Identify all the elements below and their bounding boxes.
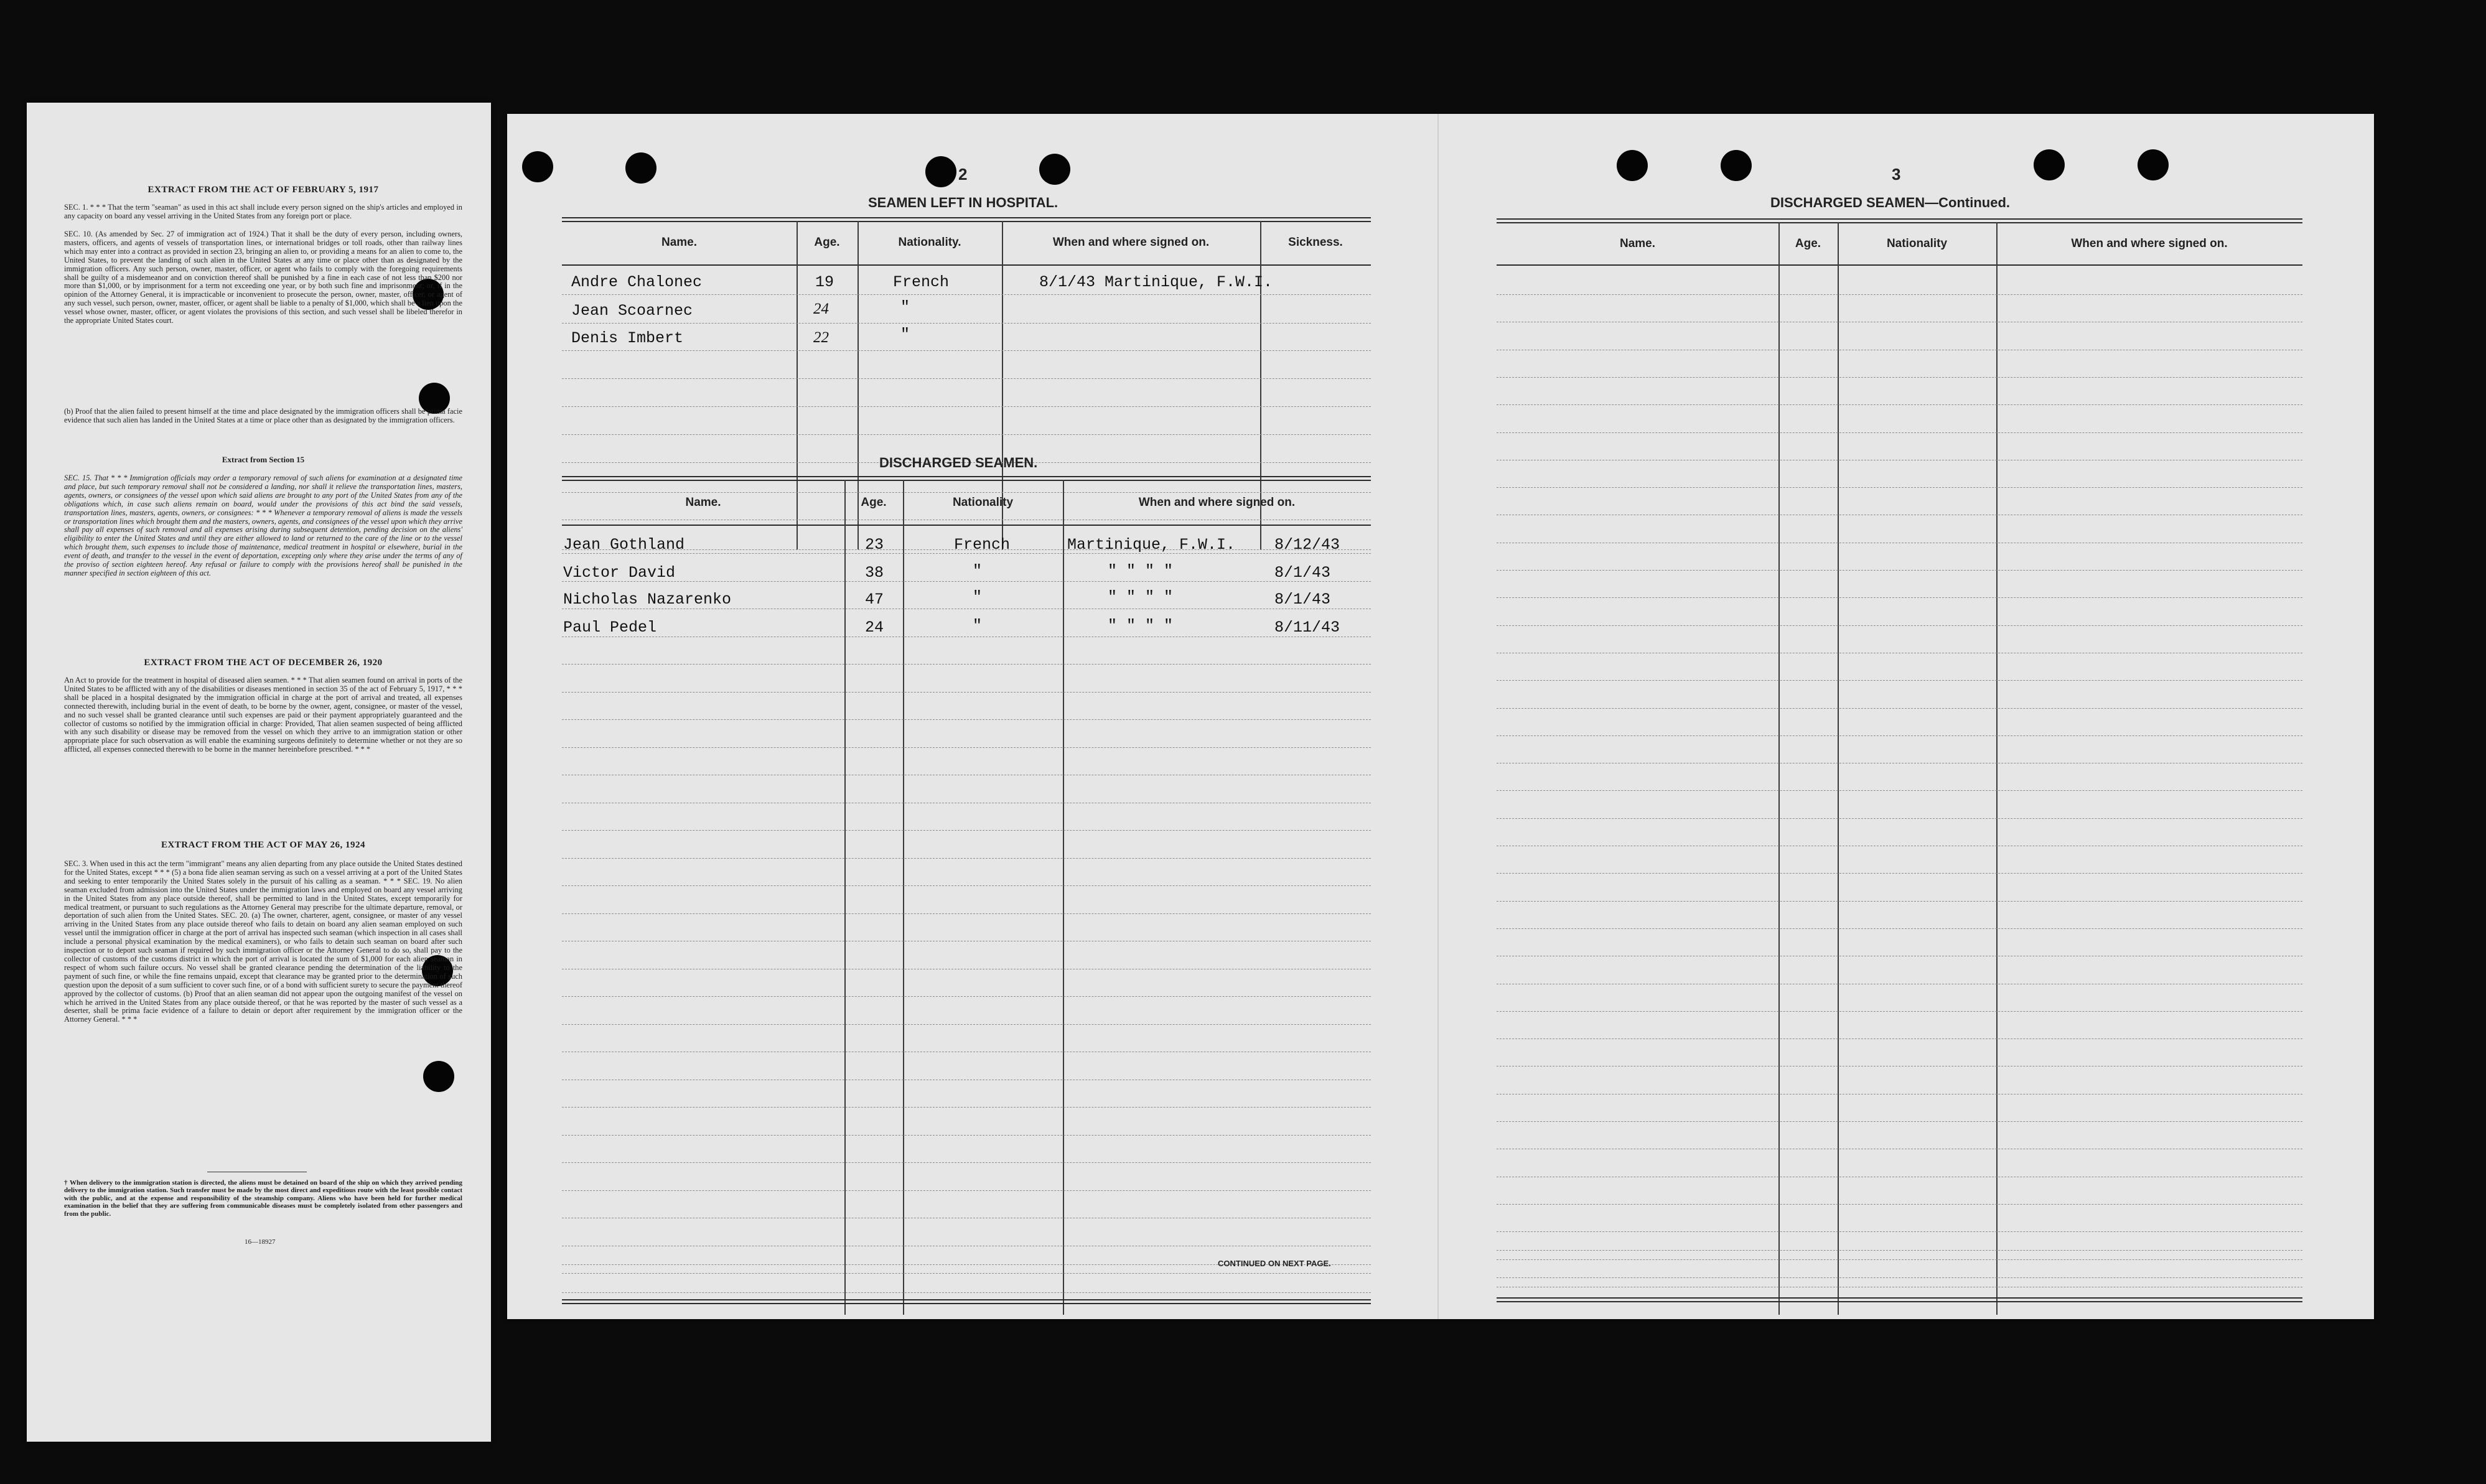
table-row-cell: 38 xyxy=(865,564,884,582)
table-row-cell: 8/1/43 xyxy=(1274,590,1331,609)
discharged-header-age: Age. xyxy=(861,496,887,509)
ruled-line xyxy=(1497,377,2302,378)
ruled-line xyxy=(562,1292,1371,1293)
punch-hole xyxy=(925,156,956,187)
ruled-line xyxy=(1497,708,2302,709)
table-row-cell: " " " " xyxy=(1108,562,1174,580)
table-row-cell: " xyxy=(973,617,983,635)
manifest-sheet xyxy=(507,114,2374,1319)
ruled-line xyxy=(562,553,1371,554)
ruled-line xyxy=(562,581,1371,582)
table-row-cell: 24 xyxy=(813,301,829,317)
table-row-cell: Martinique, F.W.I. xyxy=(1067,536,1236,554)
ruled-line xyxy=(562,1024,1371,1025)
ruled-line xyxy=(1497,1011,2302,1012)
table-row-cell: " " " " xyxy=(1108,588,1174,606)
ruled-line xyxy=(562,996,1371,997)
discharged-header-name: Name. xyxy=(685,496,721,509)
table-row-cell: " " " " xyxy=(1108,617,1174,635)
table-row-cell: Jean Scoarnec xyxy=(571,302,693,320)
ruled-line xyxy=(1497,570,2302,571)
ruled-line xyxy=(562,1273,1371,1274)
table-row-cell: 19 xyxy=(815,273,834,291)
regulations-sheet xyxy=(27,103,491,1442)
table-row-cell: " xyxy=(973,562,983,580)
ruled-line xyxy=(1497,901,2302,902)
table-row-cell: Nicholas Nazarenko xyxy=(563,590,732,609)
discharged-header-signed-on: When and where signed on. xyxy=(1138,496,1296,509)
sec15-heading: Extract from Section 15 xyxy=(222,455,305,464)
ruled-line xyxy=(1497,1121,2302,1122)
table-row-cell: 8/1/43 Martinique, F.W.I. xyxy=(1039,273,1273,291)
p3-header-name: Name. xyxy=(1619,237,1656,250)
ruled-line xyxy=(1497,735,2302,736)
ruled-line xyxy=(562,1190,1371,1191)
ruled-line xyxy=(1497,873,2302,874)
act-1917-sec10: SEC. 10. (As amended by Sec. 27 of immigration act of 1924.) That it shall be the duty of every person, including owners, masters, officers, and agents of vessels of transportation lines, or international bridges or toll roads, other than railway lines which may enter into a contract as provided in section 23, bringing an alien to, or providing a means for an alien to come to, the United States, to prevent the landing of such alien in the United States at any time or place other than as designated by the immigration officers. Any such person, owner, master, officer, or agent who fails to comply with the foregoing requirements shall be guilty of a misdemeanor and on conviction thereof shall be punished by a fine in each case of not less than $200 nor more than $1,000, or by imprisonment for a term not exceeding one year, or by both such fine and imprisonment; or, if in the opinion of the Attorney General, it is impracticable or inconvenient to prosecute the person, owner, master, officer, or agent of any such vessel, such person, owner, master, officer, or agent shall be liable to a penalty of $1,000, which shall be a lien upon the vessel whose owner, master, officer, or agent violates the provisions of this section, and such vessel shall be libeled therefor in the appropriate United States court. xyxy=(64,230,463,325)
punch-hole xyxy=(1617,150,1648,181)
table-row-cell: Jean Gothland xyxy=(563,536,685,554)
ruled-line xyxy=(562,913,1371,914)
ruled-line xyxy=(562,692,1371,693)
table-row-cell: 23 xyxy=(865,536,884,554)
table-row-cell: 24 xyxy=(865,618,884,637)
form-code: 16—18927 xyxy=(245,1238,276,1246)
table-row-cell: Victor David xyxy=(563,564,676,582)
ruled-line xyxy=(1497,1231,2302,1232)
ruled-line xyxy=(1497,294,2302,295)
ruled-line xyxy=(562,885,1371,886)
p3-header-signed-on: When and where signed on. xyxy=(2071,237,2228,250)
hospital-header-name: Name. xyxy=(661,236,698,249)
hospital-header-age: Age. xyxy=(814,236,840,249)
table-row-cell: French xyxy=(893,273,950,291)
punch-hole xyxy=(423,1061,454,1092)
table-row-cell: 8/11/43 xyxy=(1274,618,1340,637)
hospital-header-signed-on: When and where signed on. xyxy=(1052,236,1210,249)
footnote: † When delivery to the immigration station is directed, the aliens must be detained on board of the ship on which they arrived pending delivery to the immigration station. Such transfer must be made by the most direct and expeditious route with the least possible contact with the public, and at the expense and responsibility of the steamship company. Aliens who have been held for further medical examination in the belief that they are suffering from communicable diseases must be completely isolated from other passengers and from the public. xyxy=(64,1179,462,1218)
table-row-cell: " xyxy=(900,298,910,316)
page-number: 3 xyxy=(1892,165,1901,184)
act-1917-heading: EXTRACT FROM THE ACT OF FEBRUARY 5, 1917 xyxy=(147,185,379,195)
punch-hole xyxy=(625,152,657,184)
act-1924-heading: EXTRACT FROM THE ACT OF MAY 26, 1924 xyxy=(161,840,366,850)
ruled-line xyxy=(1497,1038,2302,1039)
table-row-cell: " xyxy=(900,325,910,343)
ruled-line xyxy=(1497,818,2302,819)
hospital-header-nationality: Nationality. xyxy=(898,236,961,249)
ruled-line xyxy=(1497,597,2302,598)
page-fold xyxy=(1437,114,1439,1319)
table-row-cell: " xyxy=(973,588,983,606)
discharged-title: DISCHARGED SEAMEN. xyxy=(879,455,1038,470)
table-row-cell: 8/1/43 xyxy=(1274,564,1331,582)
hospital-title: SEAMEN LEFT IN HOSPITAL. xyxy=(868,195,1058,210)
sec15-text: SEC. 15. That * * * Immigration officials may order a temporary removal of such aliens for examination at a designated time and place, but such temporary removal shall not be considered a landing, nor shall it relieve the transportation lines, masters, agents, owners, or consignees of the vessel upon which said aliens are brought to any port of the United States from any of the obligations which, in case such aliens remain on board, would under the provisions of this act bind the said vessels, transportation lines, masters, agents, owners, or consignees: * * * Whenever a temporary removal of aliens is made the vessels or transportation lines which brought them and the masters, owners, agents, and consignees of the vessel upon which they arrive shall pay all expenses of such removal and all expenses arising during subsequent detention, pending decision on the aliens' eligibility to enter the United States and until they are either allowed to land or returned to the care of the line or to the vessel which brought them, such expenses to include those of maintenance, medical treatment in hospital or elsewhere, burial in the event of death, and transfer to the vessel in the event of deportation, excepting only where they arise under the terms of any of the proviso of section eighteen hereof. Any refusal or failure to comply with the provisions hereof shall be punished in the manner specified in section eighteen of this act. xyxy=(64,474,462,577)
ruled-line xyxy=(562,830,1371,831)
act-1917-sec1: SEC. 1. * * * That the term "seaman" as used in this act shall include every person signed on the ship's articles and employed in any capacity on board any vessel arriving in the United States from any foreign port or place. xyxy=(64,203,462,220)
ruled-line xyxy=(1497,625,2302,626)
ruled-line xyxy=(1497,790,2302,791)
act-1924-text: SEC. 3. When used in this act the term "immigrant" means any alien departing from any place outside the United States destined for the United States, except * * * (5) a bona fide alien seaman serving as such on a vessel arriving at a port of the United States and seeking to enter temporarily the United States solely in the pursuit of his calling as a seaman. * * * SEC. 19. No alien seaman excluded from admission into the United States under the immigration laws and employed on board any vessel arriving in the United States from any place outside thereof, shall be permitted to land in the United States, except temporarily for medical treatment, or pursuant to such regulations as the Attorney General may prescribe for the ultimate departure, removal, or deportation of such alien from the United States. SEC. 20. (a) The owner, charterer, agent, consignee, or master of any vessel arriving in the United States from any place outside thereof who fails to detain on board any alien seaman employed on such vessel until the immigration officer in charge at the port of arrival has inspected such seaman (which inspection in all cases shall include a personal physical examination by the medical examiners), or who fails to detain such seaman on board after such inspection or to deport such seaman if required by such immigration officer or the Attorney General to do so, shall pay to the collector of customs of the customs district in which the port of arrival is located the sum of $1,000 for each alien seaman in respect of whom such failure occurs. No vessel shall be granted clearance pending the determination of the liability to the payment of such fine, or while the fine remains unpaid, except that clearance may be granted prior to the determination of such question upon the deposit of a sum sufficient to cover such fine, or of a bond with sufficient surety to secure the payment thereof approved by the collector of customs. (b) Proof that an alien seaman did not appear upon the outgoing manifest of the vessel on which he arrived in the United States from any place outside thereof, or that he was reported by the master of such vessel as a deserter, shall be prima facie evidence of a failure to detain or deport after requirement by the immigration officer or the Attorney General. * * * xyxy=(64,859,462,1024)
page-number: 2 xyxy=(958,165,968,184)
ruled-line xyxy=(1497,1277,2302,1278)
punch-hole xyxy=(1039,154,1070,185)
act-1920-text: An Act to provide for the treatment in hospital of diseased alien seamen. * * * That alien seamen found on arrival in ports of the United States to be afflicted with any of the disabilities or diseases mentioned in section 35 of the act of February 5, 1917, * * * shall be placed in a hospital designated by the immigration official in charge at the port of arrival and treated, all expenses connected therewith, including burial in the event of death, to be borne by the owner, agent, consignee, or master of the vessel, and no such vessel shall be granted clearance until such expenses are paid or their payment appropriately guaranteed and the collector of customs so notified by the immigration official in charge: Provided, That alien seamen suspected of being afflicted with any such disability or disease may be removed from the vessel on which they arrive to an immigration station or other appropriate place for such observation as will enable the examining surgeons definitely to determine whether or not they are so afflicted, all expenses connected therewith to be borne in the manner hereinbefore prescribed. * * * xyxy=(64,676,462,754)
discharged-header-nationality: Nationality xyxy=(952,496,1014,509)
punch-hole xyxy=(2138,149,2169,180)
act-1920-heading: EXTRACT FROM THE ACT OF DECEMBER 26, 1920 xyxy=(144,658,383,668)
p3-header-age: Age. xyxy=(1795,237,1821,250)
table-row-cell: Denis Imbert xyxy=(571,329,684,347)
ruled-line xyxy=(1497,1259,2302,1260)
ruled-line xyxy=(1497,928,2302,929)
ruled-line xyxy=(1497,404,2302,405)
continued-note: CONTINUED ON NEXT PAGE. xyxy=(1218,1259,1331,1268)
ruled-line xyxy=(562,1162,1371,1163)
table-row-cell: French xyxy=(954,536,1011,554)
ruled-line xyxy=(562,664,1371,665)
table-row-cell: 8/12/43 xyxy=(1274,536,1340,554)
ruled-line xyxy=(562,719,1371,720)
act-1917-sec10b: (b) Proof that the alien failed to present himself at the time and place designated by the immigration officers shall be prima facie evidence that such alien has landed in the United States at a time or place other than as designated by the immigration officers. xyxy=(64,407,462,424)
ruled-line xyxy=(1497,1250,2302,1251)
table-row-cell: 22 xyxy=(813,329,829,346)
discharged-continued-title: DISCHARGED SEAMEN—Continued. xyxy=(1770,195,2010,210)
ruled-line xyxy=(562,1107,1371,1108)
ruled-line xyxy=(1497,680,2302,681)
punch-hole xyxy=(2034,149,2065,180)
ruled-line xyxy=(1497,487,2302,488)
ruled-line xyxy=(562,858,1371,859)
hospital-header-sickness: Sickness. xyxy=(1288,236,1343,249)
punch-hole xyxy=(522,151,553,182)
ruled-line xyxy=(1497,1204,2302,1205)
table-row-cell: 47 xyxy=(865,590,884,609)
p3-header-nationality: Nationality xyxy=(1886,237,1948,250)
table-row-cell: Andre Chalonec xyxy=(571,273,703,291)
ruled-line xyxy=(562,1135,1371,1136)
ruled-line xyxy=(562,747,1371,748)
punch-hole xyxy=(1721,150,1752,181)
ruled-line xyxy=(1497,432,2302,433)
table-row-cell: Paul Pedel xyxy=(563,618,657,637)
